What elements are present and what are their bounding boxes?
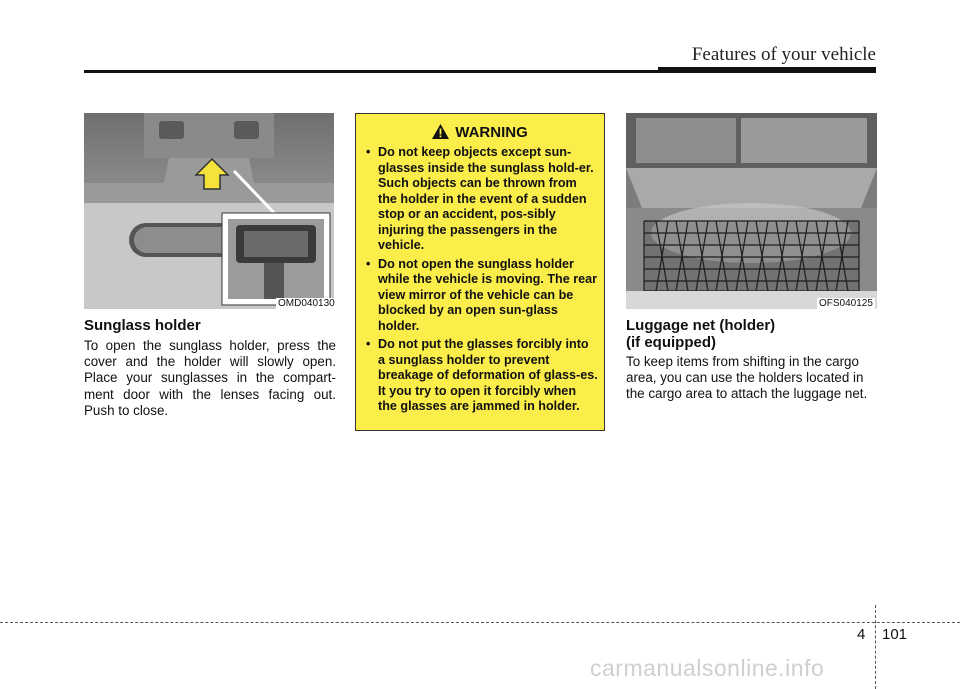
warning-item: • Do not open the sunglass holder while the vehicle is moving. The rear view mirror of the vehicle can be blocked by an open sun-glass holder. — [364, 257, 598, 335]
watermark: carmanualsonline.info — [590, 655, 825, 681]
sunglass-holder-illustration — [84, 113, 334, 309]
luggage-net-title-line2: (if equipped) — [626, 334, 716, 351]
sunglass-holder-title: Sunglass holder — [84, 317, 201, 334]
luggage-net-text: To keep items from shifting in the cargo area, you can use the holders located in the cargo area to attach the luggage net. — [626, 354, 868, 402]
warning-title: WARNING — [455, 124, 528, 141]
footer-rule — [0, 622, 960, 623]
sunglass-holder-text: To open the sunglass holder, press the cover and the holder will slowly open. Place your sunglasses in the compart-ment door with the lenses facing out. Push to close. — [84, 338, 336, 418]
warning-list — [364, 145, 598, 418]
luggage-net-title — [626, 317, 775, 351]
warning-icon — [432, 124, 449, 143]
chapter-number: 4 — [857, 626, 866, 643]
warning-box — [355, 113, 605, 431]
left-image-code: OMD040130 — [278, 298, 335, 309]
luggage-net-title-line1: Luggage net (holder) — [626, 317, 776, 334]
footer-divider — [875, 605, 876, 689]
warning-heading — [356, 124, 604, 143]
header-title: Features of your vehicle — [691, 44, 876, 65]
right-image-code: OFS040125 — [819, 298, 873, 309]
warning-item: • Do not put the glasses forcibly into a sunglass holder to prevent breakage of deformation of glass-es. It you try to open it forcibly when the glasses are jammed in holder. — [364, 337, 598, 415]
luggage-net-illustration — [626, 113, 877, 309]
page-number: 101 — [882, 626, 908, 643]
warning-item: • Do not keep objects except sun-glasses inside the sunglass hold-er. Such objects can be thrown from the holder in the event of a sudden stop or an accident, pos-sibly injuring the passengers in the vehicle. — [364, 145, 598, 254]
header-rule-accent — [658, 67, 876, 73]
